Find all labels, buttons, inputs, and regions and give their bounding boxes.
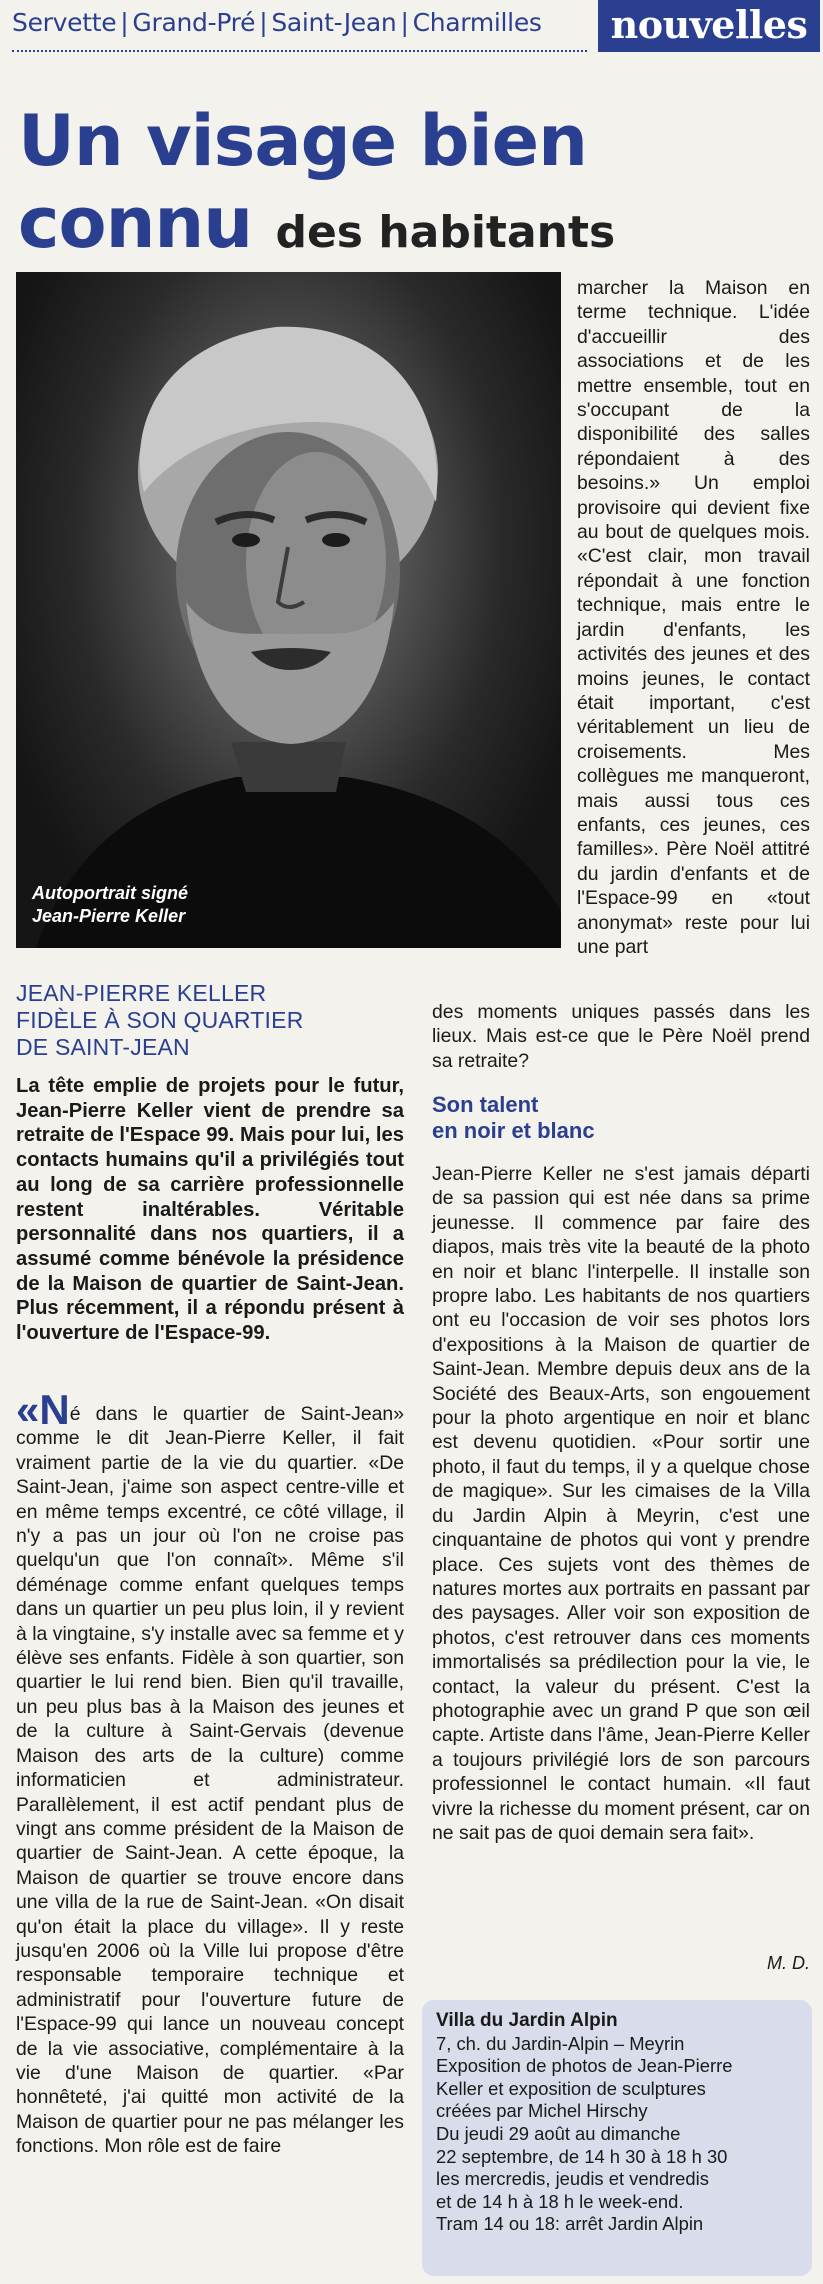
section-nav: [12, 8, 542, 37]
standfirst-line-1: JEAN-PIERRE KELLER: [16, 980, 267, 1006]
section-subhead: [432, 1092, 810, 1144]
nav-separator: |: [259, 8, 268, 37]
event-info-line: Du jeudi 29 août au dimanche: [436, 2122, 681, 2144]
lead-paragraph: [16, 1074, 404, 1346]
event-info-line: créées par Michel Hirschy: [436, 2100, 648, 2122]
event-info-box: [422, 2000, 812, 2276]
photo-caption: Autoportrait signé Jean-Pierre Keller: [32, 883, 188, 926]
event-info-content: [436, 2010, 806, 2236]
article-column-left: [16, 1386, 404, 2159]
title-line-2: [18, 182, 808, 274]
title-main-word: connu: [18, 182, 253, 264]
event-info-line: Exposition de photos de Jean-Pierre: [436, 2055, 733, 2077]
page-header: [12, 0, 812, 56]
event-info-line: 7, ch. du Jardin-Alpin – Meyrin: [436, 2032, 685, 2054]
event-info-line: 22 septembre, de 14 h 30 à 18 h 30: [436, 2145, 728, 2167]
paragraph: Jean-Pierre Keller ne s'est jamais départi de sa passion qui est née dans sa prime jeunesse. Il commence par faire des diapos, mais très vite la beauté de la photo en noir et blanc l'interpelle. Il installe son propre labo. Les habitants de nos quartiers ont eu l'occasion de voir ses photos lors d'expositions à la Maison de quartier de Saint-Jean. Membre depuis deux ans de la Société des Beaux-Arts, son engouement pour la photo argentique en noir et blanc est devenu quotidien. «Pour sortir une photo, il faut du temps, il y a quelque chose de magique». Sur les cimaises de la Villa du Jardin Alpin à Meyrin, c'est une cinquantaine de photos qui vont y prendre place. Ces sujets vont des thèmes de natures mortes aux portraits en passant par des paysages. Aller voir son exposition de photos, c'est retrouver dans ces moments immortalisés sa prédilection pour la vie, le contact, la valeur du présent. C'est la photographie avec un grand P que son œil capte. Artiste dans l'âme, Jean-Pierre Keller a toujours privilégié lors de son parcours professionnel le contact humain. «Il faut vivre la richesse du moment présent, car on ne sait pas de quoi demain sera fait».: [432, 1163, 810, 1844]
portrait-illustration: [16, 272, 561, 948]
title-subtitle: des habitants: [275, 207, 616, 258]
nav-separator: |: [120, 8, 129, 37]
article-title: [18, 100, 808, 274]
title-line-1: Un visage bien: [18, 100, 587, 182]
event-venue-title: Villa du Jardin Alpin: [436, 2010, 618, 2031]
lead-text: La tête emplie de projets pour le futur, Jean-Pierre Keller vient de prendre sa retraite de l'Espace 99. Mais pour lui, les contacts humains qu'il a privilégiés tout au long de sa carrière professionnelle restent inaltérables. Véritable personnalité dans nos quartiers, il a assumé comme bénévole la présidence de la Maison de quartier de Saint-Jean. Plus récemment, il a répondu présent à l'ouverture de l'Espace-99.: [16, 1075, 404, 1345]
open-quote-mark: «: [16, 1386, 40, 1433]
nav-item-grand-pre[interactable]: Grand-Pré: [132, 8, 256, 37]
portrait-photo: [16, 272, 561, 948]
author-signature: M. D.: [767, 1953, 810, 1973]
dotted-divider: [12, 50, 587, 52]
paragraph-text: é dans le quartier de Saint-Jean» comme le dit Jean-Pierre Keller, il fait vraiment partie de la vie du quartier. «De Saint-Jean, j'aime son aspect centre-ville et en même temps excentré, ce côté village, il n'y a pas un jour où l'on ne croise pas quelqu'un que l'on connaît». Même s'il déménage comme enfant quelques temps dans un quartier un peu plus loin, il y revient à la vingtaine, s'y installe avec sa femme et y élève ses enfants. Fidèle à son quartier, son quartier le lui rend bien. Bien qu'il travaille, un peu plus bas à la Maison des jeunes et de la culture à Saint-Gervais (devenue Maison des arts de la culture) comme informaticien et administrateur. Parallèlement, il est actif pendant plus de vingt ans comme président de la Maison de quartier de Saint-Jean. A cette époque, la Maison de quartier se trouve encore dans une villa de la rue de Saint-Jean. «On disait qu'on était la place du village». Il y reste jusqu'en 2006 où la Ville lui propose d'être responsable temporaire technique et administratif pour l'ouverture future de l'Espace-99 qui lance un nouveau concept de la vie associative, complémentaire à la vie d'une Maison de quartier. «Par honnêteté, j'ai quitté mon activité de la Maison de quartier pour ne pas mélanger les fonctions. Mon rôle est de faire: [16, 1403, 404, 2158]
paragraph: [16, 1386, 404, 2159]
nav-item-charmilles[interactable]: Charmilles: [412, 8, 542, 37]
standfirst-line-2: FIDÈLE À SON QUARTIER: [16, 1007, 304, 1033]
nav-item-saint-jean[interactable]: Saint-Jean: [271, 8, 397, 37]
subhead-line-1: Son talent: [432, 1092, 539, 1117]
paragraph: marcher la Maison en terme technique. L'idée d'accueillir des associations et de les mettre ensemble, tout en s'occupant de la disponibilité des salles répondaient à des besoins.» Un emploi provisoire qui devient fixe au bout de quelques mois. «C'est clair, mon travail répondait à une fonction technique, mais entre le jardin d'enfants, les activités des jeunes et des moins jeunes, le contact était important, c'est véritablement un lieu de croisements. Mes collègues me manqueront, mais aussi tous ces enfants, ces jeunes, ces familles». Père Noël attitré du jardin d'enfants et de l'Espace-99 en «tout anonymat» reste pour lui une part: [577, 277, 810, 958]
section-badge: nouvelles: [598, 0, 820, 52]
event-info-line: les mercredis, jeudis et vendredis: [436, 2168, 709, 2190]
drop-letter: N: [39, 1386, 70, 1433]
event-info-line: et de 14 h à 18 h le week-end.: [436, 2190, 684, 2212]
paragraph: des moments uniques passés dans les lieux. Mais est-ce que le Père Noël prend sa retraite?: [432, 1001, 810, 1072]
nav-separator: |: [400, 8, 409, 37]
standfirst-line-3: DE SAINT-JEAN: [16, 1034, 190, 1060]
event-info-line: Keller et exposition de sculptures: [436, 2077, 706, 2099]
article-continuation: [432, 1000, 810, 1073]
article-column-right-top: [577, 276, 810, 959]
article-column-right: [432, 1162, 810, 1845]
event-info-line: Tram 14 ou 18: arrêt Jardin Alpin: [436, 2213, 704, 2235]
subhead-line-2: en noir et blanc: [432, 1118, 595, 1143]
nav-item-servette[interactable]: Servette: [12, 8, 117, 37]
